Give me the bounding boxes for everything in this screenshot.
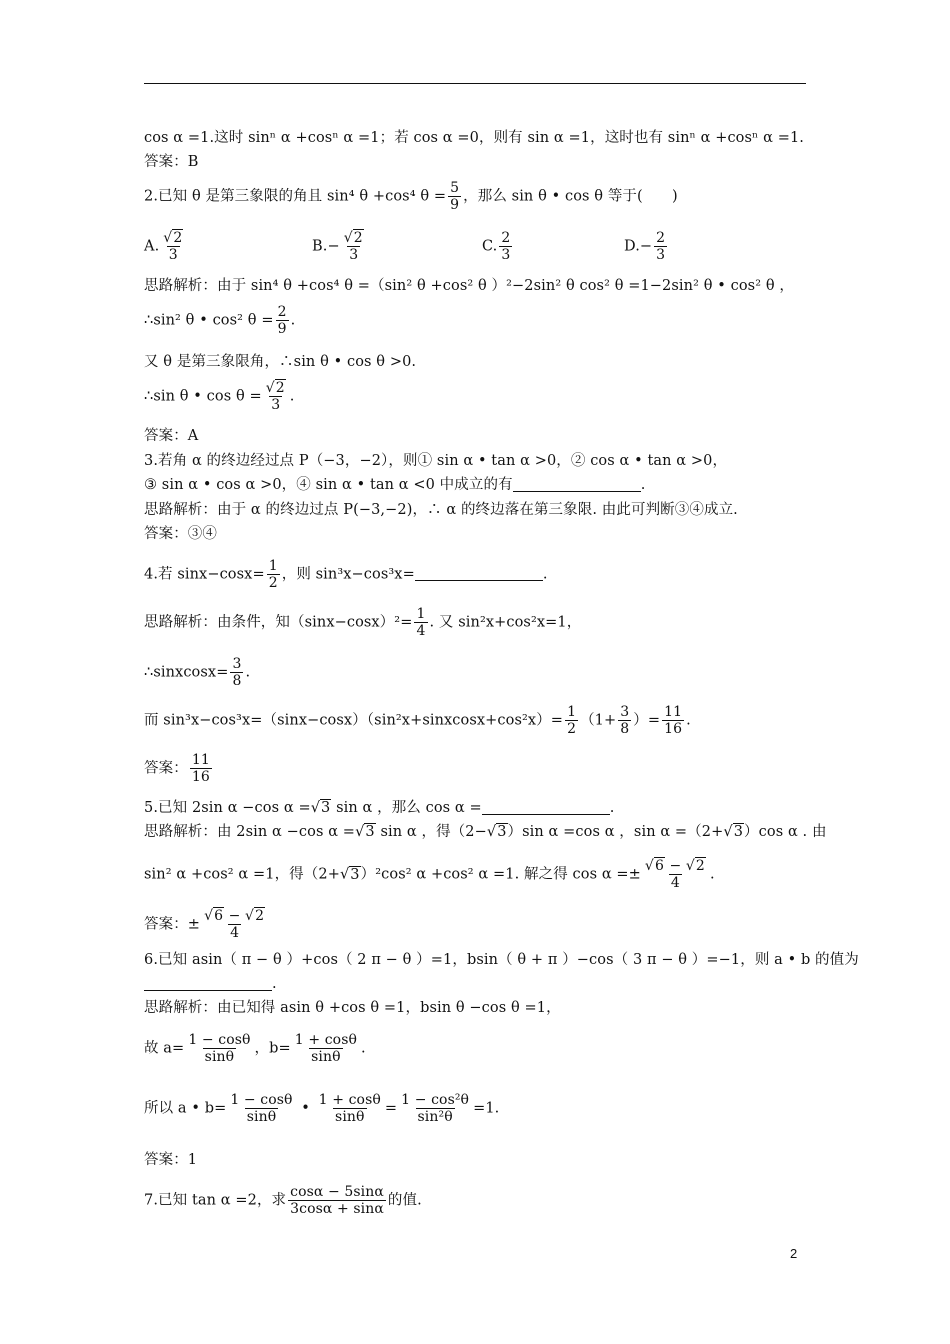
question-4: 4.若 sinx−cosx= $\frac{1}{2}$ ，则 sin³x−cos³x= . xyxy=(144,558,548,591)
answer-line: 答案：B xyxy=(144,154,199,170)
answer-line: 答案：± $\frac{√6 - √2}{4}$ xyxy=(144,908,265,941)
text-line: sin² α +cos² α =1，得（2+√3）²cos² α +cos² α =1. 解之得 cos α =± $\frac{√6 - √2}{4}$ . xyxy=(144,858,715,891)
option-b: B.− $\frac{√2}{3}$ xyxy=(312,230,363,263)
text-line: 思路解析：由条件，知（sinx−cosx）²= $\frac{1}{4}$ . 又 sin²x+cos²x=1， xyxy=(144,606,582,639)
answer-blank xyxy=(482,802,610,815)
answer-line: 答案： $\frac{11}{16}$ xyxy=(144,752,210,785)
option-c: C. $\frac{2}{3}$ xyxy=(482,230,511,263)
option-d: D.− $\frac{2}{3}$ xyxy=(624,230,666,263)
text-line: 思路解析：由于 sin⁴ θ +cos⁴ θ =（sin² θ +cos² θ ）²−2sin² θ cos² θ =1−2sin² θ • cos² θ ， xyxy=(144,278,794,294)
text-line: . xyxy=(144,974,277,994)
question-2: 2.已知 θ 是第三象限的角且 sin⁴ θ +cos⁴ θ = $\frac{5}{9}$ ，那么 sin θ • cos θ 等于( ) xyxy=(144,180,678,213)
answer-blank xyxy=(513,479,641,492)
option-a: A. $\frac{√2}{3}$ xyxy=(144,230,183,263)
header-rule xyxy=(144,83,806,84)
text-line: 思路解析：由于 α 的终边过点 P(−3,−2)，∴ α 的终边落在第三象限. 由此可判断③④成立. xyxy=(144,502,738,518)
answer-blank xyxy=(144,978,272,991)
text-line: 而 sin³x−cos³x=（sinx−cosx）（sin²x+sinxcosx+cos²x）= $\frac{1}{2}$ （1+ $\frac{3}{8}$ ）= $\frac{11}{16}$ . xyxy=(144,704,691,737)
text-line: 所以 a • b= $\frac{1 - \cos\theta}{\sin\theta}$ • $\frac{1 + \cos\theta}{\sin\theta}$ = $\frac{\text{1 − cos²θ}}{\text{sin²θ}}$ =1. xyxy=(144,1092,500,1125)
page-number: 2 xyxy=(790,1246,798,1261)
answer-line: 答案：③④ xyxy=(144,526,217,542)
answer-blank xyxy=(415,568,543,581)
answer-line: 答案：A xyxy=(144,428,199,444)
answer-line: 答案：1 xyxy=(144,1152,198,1168)
text-line: ∴sin² θ • cos² θ = $\frac{2}{9}$ . xyxy=(144,304,296,337)
fraction: $\frac{5}{9}$ xyxy=(450,180,460,213)
text-line: cos α =1.这时 sinⁿ α +cosⁿ α =1；若 cos α =0，则有 sin α =1，这时也有 sinⁿ α +cosⁿ α =1. xyxy=(144,130,805,146)
text-line: 故 a= $\frac{1 - \cos\theta}{\sin\theta}$ ，b= $\frac{1 + \cos\theta}{\sin\theta}$ . xyxy=(144,1032,366,1065)
text-line: 思路解析：由已知得 asin θ +cos θ =1，bsin θ −cos θ =1， xyxy=(144,1000,561,1016)
question-7: 7.已知 tan α =2，求 $\frac{\cos\alpha - 5\sin\alpha}{3\cos\alpha + \sin\alpha}$ 的值. xyxy=(144,1184,422,1217)
text-line: ∴sin θ • cos θ = $\frac{√2}{3}$ . xyxy=(144,380,295,413)
question-3: 3.若角 α 的终边经过点 P（−3，−2），则① sin α • tan α >0，② cos α • tan α >0， xyxy=(144,453,728,469)
text-line: 思路解析：由 2sin α −cos α =√3 sin α ，得（2−√3）sin α =cos α ，sin α =（2+√3）cos α . 由 xyxy=(144,824,827,840)
text-line: ∴sinxcosx= $\frac{3}{8}$ . xyxy=(144,656,251,689)
text-line: 又 θ 是第三象限角，∴sin θ • cos θ >0. xyxy=(144,354,417,370)
text-line: ③ sin α • cos α >0，④ sin α • tan α <0 中成立的有 . xyxy=(144,477,646,493)
question-6: 6.已知 asin（ π − θ ）+cos（ 2 π − θ ）=1，bsin（ θ + π ）−cos（ 3 π − θ ）=−1，则 a • b 的值为 xyxy=(144,952,859,968)
question-5: 5.已知 2sin α −cos α =√3 sin α ，那么 cos α = . xyxy=(144,800,615,816)
